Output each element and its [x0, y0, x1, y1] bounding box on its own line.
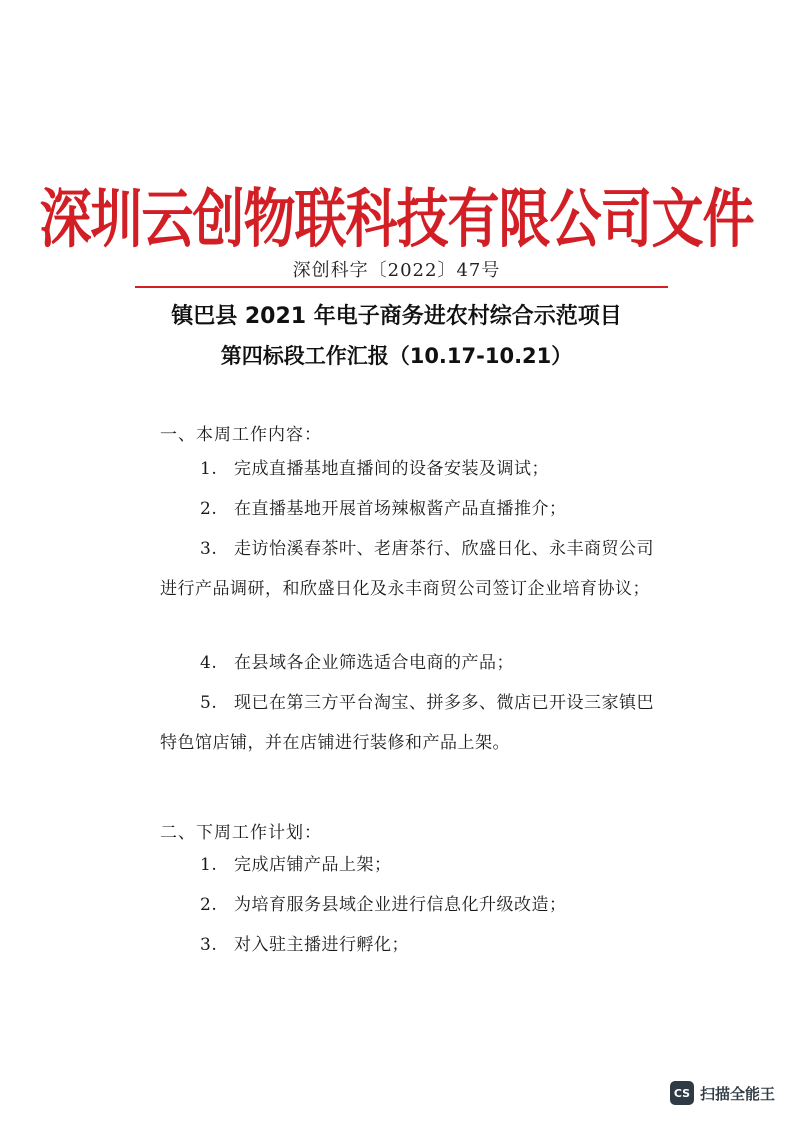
list-item	[160, 845, 660, 885]
camscanner-logo-icon: CS	[670, 1081, 694, 1105]
section-heading-this-week: 一、本周工作内容：	[160, 425, 322, 445]
list-item	[160, 885, 660, 925]
list-item	[160, 489, 660, 529]
red-divider	[135, 286, 668, 288]
list-item-number: 2.	[200, 895, 218, 915]
list-item-number: 2.	[200, 499, 218, 519]
list-item-text: 对入驻主播进行孵化；	[234, 935, 409, 955]
list-item-text: 完成店铺产品上架；	[234, 855, 392, 875]
list-item-number: 3.	[200, 935, 218, 955]
list-item	[160, 449, 660, 489]
letterhead-title: 深圳云创物联科技有限公司文件	[39, 183, 754, 258]
list-item-number: 3.	[200, 539, 218, 559]
list-item-text: 走访怡溪春茶叶、老唐茶行、欣盛日化、永丰商贸公司进行产品调研，和欣盛日化及永丰商贸公司签订企业培育协议；	[160, 539, 654, 599]
list-item-text: 在县域各企业筛选适合电商的产品；	[234, 653, 514, 673]
camscanner-label: 扫描全能王	[699, 1084, 775, 1103]
list-item-text: 在直播基地开展首场辣椒酱产品直播推介；	[234, 499, 567, 519]
list-item	[160, 925, 660, 965]
document-number: 深创科字〔2022〕47号	[292, 260, 501, 281]
camscanner-watermark	[670, 1081, 775, 1105]
list-item-text: 现已在第三方平台淘宝、拼多多、微店已开设三家镇巴特色馆店铺，并在店铺进行装修和产品上架。	[160, 693, 654, 753]
list-item-text: 完成直播基地直播间的设备安装及调试；	[234, 459, 549, 479]
report-title-line-2: 第四标段工作汇报（10.17-10.21）	[220, 344, 573, 368]
list-item	[160, 683, 660, 763]
section-heading-next-week: 二、下周工作计划：	[160, 823, 322, 843]
list-item-number: 4.	[200, 653, 218, 673]
list-item	[160, 529, 660, 609]
list-item-number: 1.	[200, 459, 218, 479]
list-item	[160, 643, 660, 683]
report-title-line-1: 镇巴县 2021 年电子商务进农村综合示范项目	[171, 304, 622, 329]
list-item-text: 为培育服务县域企业进行信息化升级改造；	[234, 895, 567, 915]
list-item-number: 5.	[200, 693, 218, 713]
list-item-number: 1.	[200, 855, 218, 875]
